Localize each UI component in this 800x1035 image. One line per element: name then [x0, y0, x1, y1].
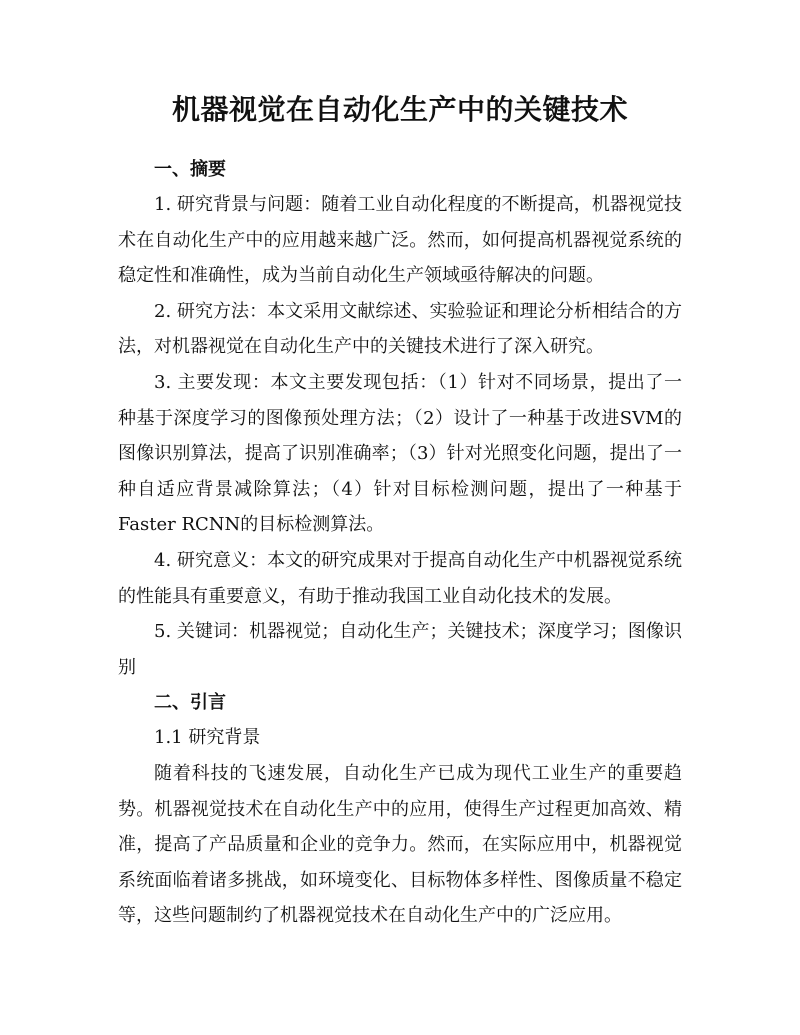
abstract-paragraph-background: 1. 研究背景与问题：随着工业自动化程度的不断提高，机器视觉技术在自动化生产中的应用越来越广泛。然而，如何提高机器视觉系统的稳定性和准确性，成为当前自动化生产领域亟待解决的问题。	[118, 194, 682, 287]
document-title: 机器视觉在自动化生产中的关键技术	[171, 93, 628, 126]
subsection-heading-background: 1.1 研究背景	[154, 727, 261, 749]
abstract-paragraph-findings: 3. 主要发现：本文主要发现包括：（1）针对不同场景，提出了一种基于深度学习的图像预处理方法；（2）设计了一种基于改进SVM的图像识别算法，提高了识别准确率；（3）针对光照变化问题，提出了一种自适应背景减除算法；（4）针对目标检测问题，提出了一种基于Faster RCNN的目标检测算法。	[118, 371, 682, 536]
introduction-section	[118, 685, 682, 934]
abstract-section	[118, 152, 682, 685]
introduction-paragraph: 随着科技的飞速发展，自动化生产已成为现代工业生产的重要趋势。机器视觉技术在自动化生产中的应用，使得生产过程更加高效、精准，提高了产品质量和企业的竞争力。然而，在实际应用中，机器视觉系统面临着诸多挑战，如环境变化、目标物体多样性、图像质量不稳定等，这些问题制约了机器视觉技术在自动化生产中的广泛应用。	[118, 762, 682, 927]
abstract-paragraph-method: 2. 研究方法：本文采用文献综述、实验验证和理论分析相结合的方法，对机器视觉在自动化生产中的关键技术进行了深入研究。	[118, 300, 682, 358]
section-heading-abstract: 一、摘要	[154, 159, 226, 180]
abstract-paragraph-significance: 4. 研究意义：本文的研究成果对于提高自动化生产中机器视觉系统的性能具有重要意义，有助于推动我国工业自动化技术的发展。	[118, 549, 682, 607]
abstract-paragraph-keywords: 5. 关键词：机器视觉；自动化生产；关键技术；深度学习；图像识别	[118, 621, 682, 678]
section-heading-introduction: 二、引言	[154, 692, 226, 714]
